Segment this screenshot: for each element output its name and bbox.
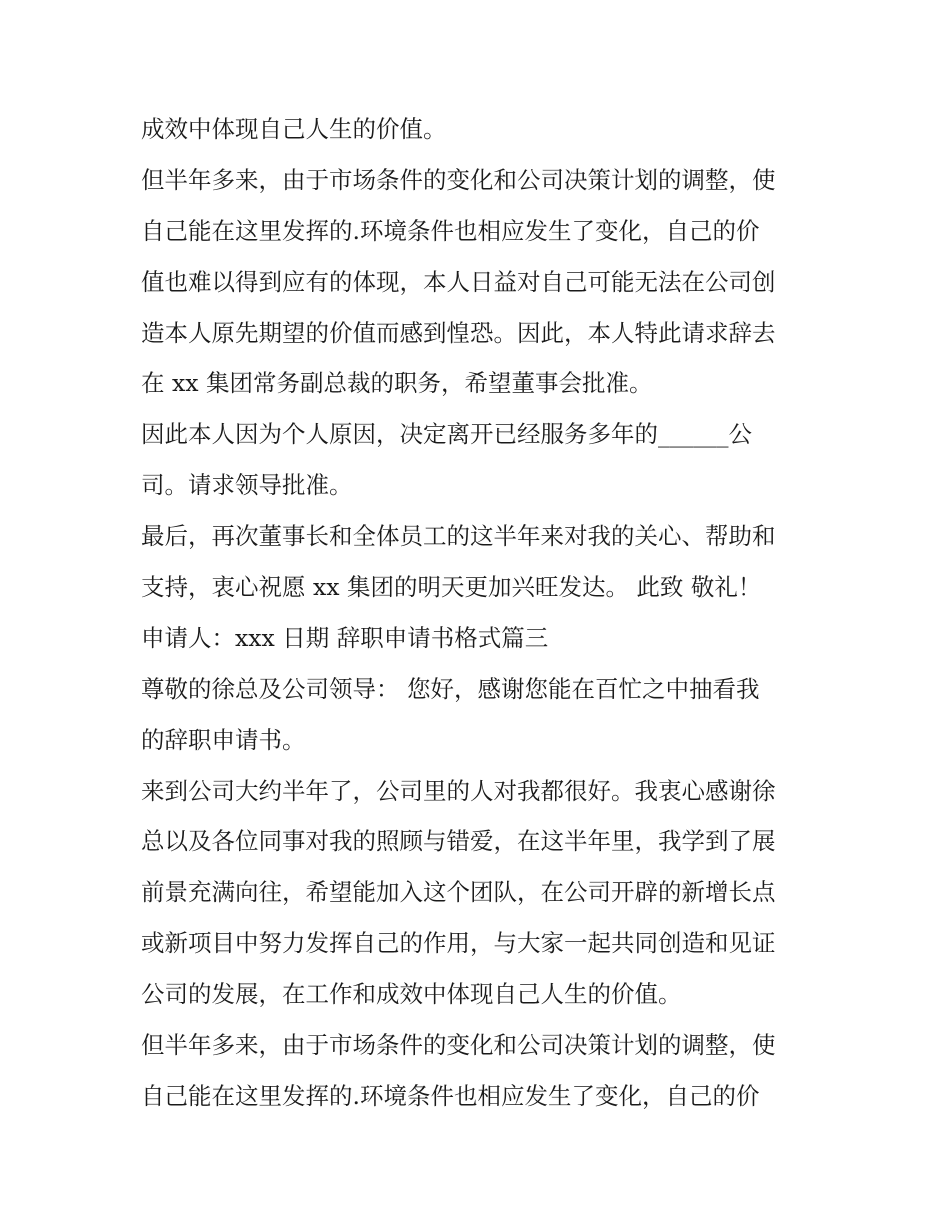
- text-line: 因此本人因为个人原因，决定离开已经服务多年的______公: [141, 420, 752, 449]
- text-line: 来到公司大约半年了，公司里的人对我都很好。我衷心感谢徐: [141, 776, 776, 805]
- text-line: 公司的发展，在工作和成效中体现自己人生的价值。: [141, 980, 682, 1009]
- text-line: 总以及各位同事对我的照顾与错爱，在这半年里，我学到了展: [141, 827, 776, 856]
- document-body: [141, 104, 821, 1122]
- text-line: 最后，再次董事长和全体员工的这半年来对我的关心、帮助和: [141, 522, 776, 551]
- text-line: 成效中体现自己人生的价值。: [141, 115, 447, 143]
- text-line: 司。请求领导批准。: [141, 471, 353, 500]
- text-line: 但半年多来，由于市场条件的变化和公司决策计划的调整，使: [141, 1031, 776, 1060]
- text-line: 自己能在这里发挥的.环境条件也相应发生了变化，自己的价: [141, 1081, 760, 1110]
- text-line: 自己能在这里发挥的.环境条件也相应发生了变化，自己的价: [141, 216, 760, 245]
- text-line: 前景充满向往，希望能加入这个团队，在公司开辟的新增长点: [141, 878, 776, 907]
- text-line: 尊敬的徐总及公司领导： 您好，感谢您能在百忙之中抽看我: [141, 674, 760, 703]
- text-line: 造本人原先期望的价值而感到惶恐。因此，本人特此请求辞去: [141, 318, 776, 347]
- text-line: 在 xx 集团常务副总裁的职务，希望董事会批准。: [141, 369, 653, 398]
- text-line: 申请人：xxx 日期 辞职申请书格式篇三: [141, 623, 549, 652]
- text-line: 支持，衷心祝愿 xx 集团的明天更加兴旺发达。 此致 敬礼！: [141, 573, 762, 602]
- text-line: 或新项目中努力发挥自己的作用，与大家一起共同创造和见证: [141, 929, 776, 958]
- text-line: 的辞职申请书。: [141, 725, 306, 754]
- text-line: 但半年多来，由于市场条件的变化和公司决策计划的调整，使: [141, 165, 776, 194]
- text-line: 值也难以得到应有的体现，本人日益对自己可能无法在公司创: [141, 267, 776, 296]
